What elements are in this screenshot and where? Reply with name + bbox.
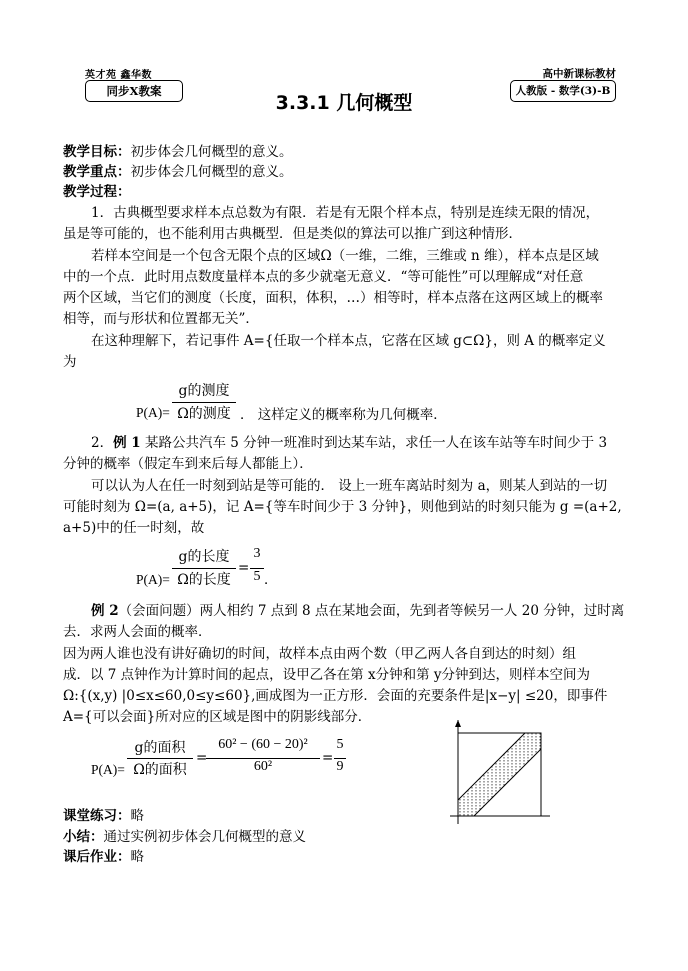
para2-line4: 相等，而与形状和位置都无关”．: [63, 311, 259, 327]
example1-text: 某路公共汽车 5 分钟一班准时到达某车站，求任一人在该车站等车时间少于 3: [140, 435, 608, 451]
logo-right-box: 人教版 - 数学(3)-B: [510, 80, 616, 102]
homework-text: 略: [130, 849, 144, 865]
logo-left-box: 同步X教案: [85, 80, 183, 102]
summary-text: 通过实例初步体会几何概型的意义: [103, 829, 306, 845]
key-point-line: [63, 162, 293, 182]
formula3-equals2: =: [322, 750, 334, 766]
summary-label: 小结：: [63, 829, 104, 845]
example2-line5: Ω:{(x,y) |0≤x≤60,0≤y≤60},画成图为一正方形．会面的充要条件是|x−y| ≤20，即事件: [63, 688, 608, 704]
formula1-tail: ． 这样定义的概率称为几何概率．: [240, 407, 447, 423]
example2-line2: 去．求两人会面的概率．: [63, 624, 212, 640]
example1-line3: 可以认为人在任一时刻到站是等可能的． 设上一班车离站时刻为 a，则某人到站的一切: [91, 478, 608, 494]
practice-label: 课堂练习：: [63, 808, 131, 824]
page-title: 3.3.1 几何概型: [275, 92, 413, 114]
formula1-denominator: Ω的测度: [177, 406, 231, 422]
example2-label: 例 2: [91, 603, 119, 619]
example2-line4: 成．以 7 点钟作为计算时间的起点，设甲乙各在第 x分钟和第 y分钟到达，则样本空间为: [63, 667, 590, 683]
upper-boundary-line: [458, 733, 525, 800]
formula2-equals: =: [238, 560, 250, 576]
summary-line: [63, 827, 306, 847]
formula2-period: ．: [264, 572, 278, 588]
formula2-result-numerator: 3: [253, 546, 261, 561]
objective-label: 教学目标：: [63, 144, 131, 160]
formula3-result-numerator: 5: [336, 737, 344, 752]
homework-label: 课后作业：: [63, 849, 131, 865]
para2-line1: 若样本空间是一个包含无限个点的区域Ω（一维，二维，三维或 n 维），样本点是区域: [91, 248, 599, 264]
objective-text: 初步体会几何概型的意义。: [130, 144, 293, 160]
example2-line3: 因为两人谁也没有讲好确切的时间，故样本点由两个数（甲乙两人各自到达的时刻）组: [63, 646, 576, 662]
example1-line1: [91, 433, 607, 453]
formula3-result-denominator: 9: [336, 759, 344, 774]
logo-right-top: 高中新课标教材: [542, 68, 616, 80]
formula2-result-denominator: 5: [253, 569, 261, 584]
key-label: 教学重点：: [63, 164, 131, 180]
formula1-numerator: g的测度: [178, 383, 230, 399]
sample-space-square: [458, 733, 541, 816]
example1-line4: 可能时刻为 Ω=(a, a+5)，记 A={等车时间少于 3 分钟}，则他到站的时刻只能为 g =(a+2,: [63, 499, 622, 515]
example2-line6: A={可以会面}所对应的区域是图中的阴影线部分．: [63, 709, 372, 725]
para3-line2: 为: [63, 354, 77, 370]
y-axis-arrow: [455, 720, 461, 727]
para1-line1: 1．古典概型要求样本点总数为有限．若是有无限个样本点，特别是连续无限的情况，: [91, 205, 600, 221]
example1-label: 例 1: [113, 435, 141, 451]
para2-line2: 中的一个点．此时用点数度量样本点的多少就毫无意义．“等可能性”可以理解成“对任意: [63, 269, 584, 285]
shaded-band: [460, 733, 540, 816]
key-text: 初步体会几何概型的意义。: [130, 164, 293, 180]
practice-text: 略: [130, 808, 144, 824]
formula3-equals1: =: [196, 750, 208, 766]
meeting-region-diagram: [440, 716, 552, 828]
practice-line: [63, 806, 144, 826]
formula2-denominator: Ω的长度: [177, 572, 231, 588]
formula3-mid-numerator: 60² − (60 − 20)²: [218, 737, 308, 752]
para2-line3: 两个区域，当它们的测度（长度，面积，体积，…）相等时，样本点落在这两区域上的概率: [63, 290, 603, 306]
example1-line5: a+5)中的任一时刻，故: [63, 520, 205, 536]
formula3-lhs: P(A)=: [91, 762, 125, 777]
formula1-lhs: P(A)=: [136, 405, 170, 420]
formula3-numerator: g的面积: [134, 740, 186, 756]
formula3-mid-denominator: 60²: [253, 759, 273, 774]
process-label: 教学过程：: [63, 184, 131, 200]
formula3-denominator: Ω的面积: [133, 762, 187, 778]
example1-number: 2．: [91, 435, 114, 451]
formula2-numerator: g的长度: [178, 549, 230, 565]
formula2-lhs: P(A)=: [136, 572, 170, 587]
example1-line2: 分钟的概率（假定车到来后每人都能上）．: [63, 456, 313, 472]
para3-line1: 在这种理解下，若记事件 A={任取一个样本点，它落在区域 g⊂Ω}，则 A 的概率定义: [91, 333, 606, 349]
example2-text: （会面问题）两人相约 7 点到 8 点在某地会面，先到者等候另一人 20 分钟，过时离: [118, 603, 625, 619]
para1-line2: 虽是等可能的，也不能利用古典概型．但是类似的算法可以推广到这种情形．: [63, 226, 522, 242]
logo-left-top: 英才苑 鑫华数: [85, 70, 152, 81]
example2-line1: [91, 601, 624, 621]
homework-line: [63, 847, 144, 867]
objective-line: [63, 142, 293, 162]
